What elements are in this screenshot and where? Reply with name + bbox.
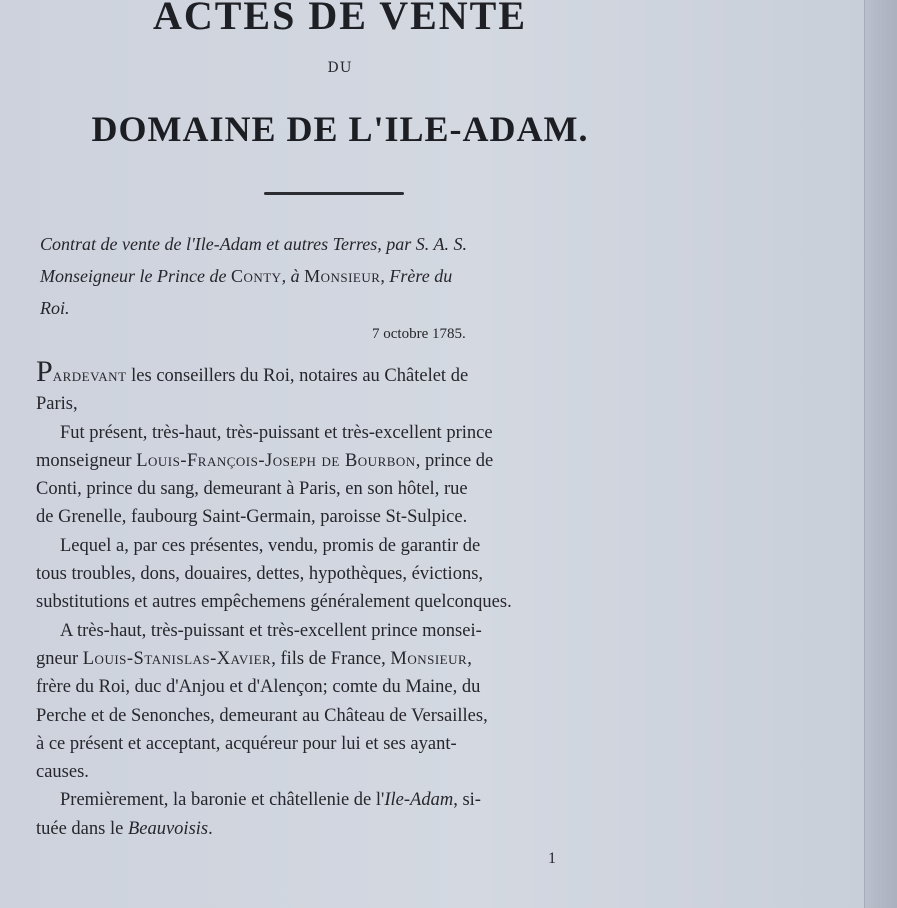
body-line: tuée dans le Beauvoisis. [36,818,213,839]
contract-line-2: Monseigneur le Prince de Conty, à Monsieur, Frère du [40,266,453,286]
body-line: Pardevant les conseillers du Roi, notaires au Châtelet de [36,355,469,388]
name-stanislas: Louis-Stanislas-Xavier [82,648,272,669]
title-divider [264,192,404,195]
heading-connector: DU [327,60,353,76]
page-number: 1 [548,850,556,867]
body-line: A très-haut, très-puissant et très-excellent prince monsei- [60,620,482,641]
body-line: tous troubles, dons, douaires, dettes, hypothèques, évictions, [36,564,484,585]
contract-line-1: Contrat de vente de l'Ile-Adam et autres Terres, par S. A. S. [40,234,467,254]
body-line: Lequel a, par ces présentes, vendu, promis de garantir de [60,535,481,556]
contract-line-3: Roi. [40,298,70,318]
contract-subtitle [40,228,632,324]
document-title: DOMAINE DE L'ILE-ADAM. [91,109,589,149]
body-line: frère du Roi, duc d'Anjou et d'Alençon; comte du Maine, du [36,677,481,698]
name-bourbon: Louis-François-Joseph de Bourbon [136,450,416,471]
document-heading: ACTES DE VENTE [152,0,528,38]
body-line: Premièrement, la baronie et châtellenie de l'Ile-Adam, si- [60,790,481,811]
body-line: de Grenelle, faubourg Saint-Germain, paroisse St-Sulpice. [36,507,468,528]
body-line: Fut présent, très-haut, très-puissant et très-excellent prince [60,422,493,443]
name-monsieur: Monsieur [304,266,381,286]
contract-date: 7 octobre 1785. [372,326,466,342]
body-line: monseigneur Louis-François-Joseph de Bourbon, prince de [36,450,494,471]
body-line: causes. [36,762,89,783]
name-conty: Conty [230,266,282,286]
body-line: substitutions et autres empêchemens généralement quelconques. [36,592,512,613]
body-line: Paris, [36,394,78,415]
next-page-edge [864,0,897,908]
body-line: à ce présent et acceptant, acquéreur pour lui et ses ayant- [36,733,457,754]
body-line: gneur Louis-Stanislas-Xavier, fils de France, Monsieur, [36,648,472,669]
document-body [36,355,632,843]
body-line: Conti, prince du sang, demeurant à Paris, en son hôtel, rue [36,479,468,500]
body-line: Perche et de Senonches, demeurant au Château de Versailles, [36,705,488,726]
drop-cap: P [36,355,53,388]
